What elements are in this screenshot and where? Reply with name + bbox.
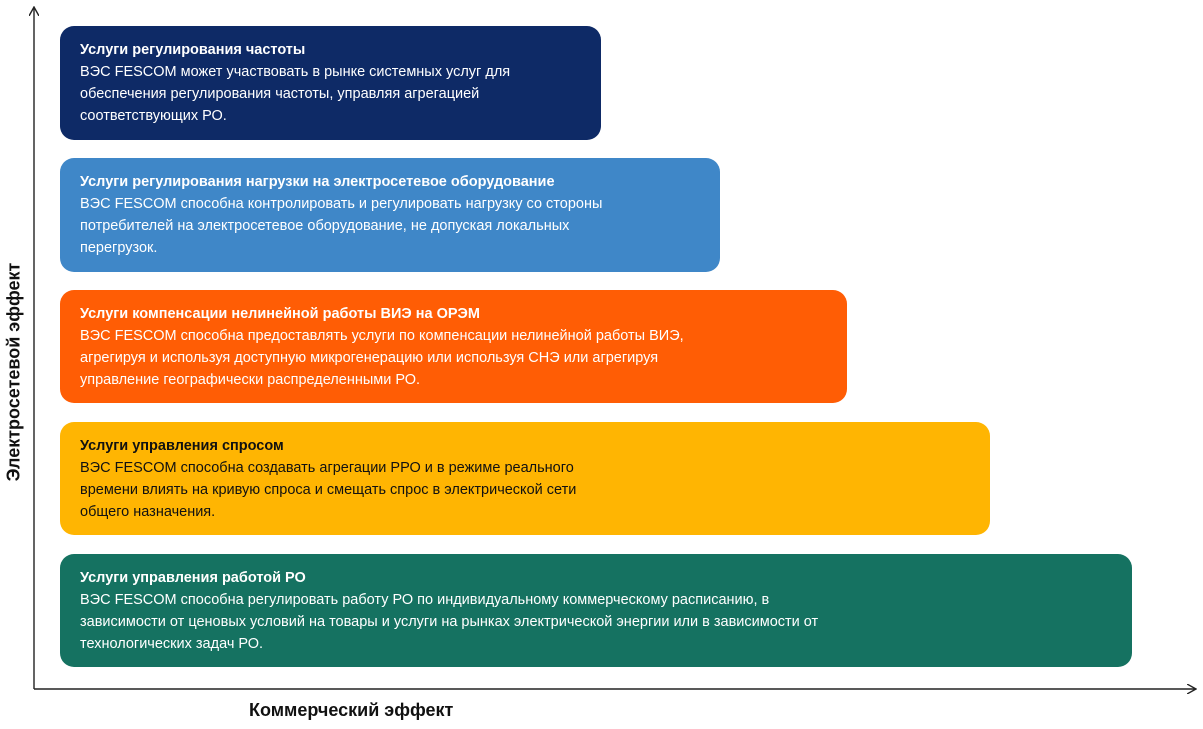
der-operation-box	[60, 554, 1132, 667]
box-description: ВЭС FESCOM способна регулировать работу РО по индивидуальному коммерческому расписанию, в зависимости от ценовых условий на товары и услуги на рынках электрической энергии или в зависимости от технологических задач РО.	[80, 592, 819, 652]
grid-load-regulation-box	[60, 158, 720, 272]
box-description: ВЭС FESCOM способна контролировать и регулировать нагрузку со стороны потребителей на электросетевое оборудование, не допуская локальных перегрузок.	[80, 196, 603, 256]
x-axis-label: Коммерческий эффект	[249, 700, 454, 720]
box-title: Услуги управления работой РО	[80, 570, 306, 586]
demand-management-box	[60, 422, 990, 535]
box-description: ВЭС FESCOM способна создавать агрегации РРО и в режиме реального времени влиять на кривую спроса и смещать спрос в электрической сети общего назначения.	[80, 460, 577, 520]
y-axis-label: Электросетевой эффект	[3, 262, 24, 482]
box-description: ВЭС FESCOM может участвовать в рынке системных услуг для обеспечения регулирования частоты, управляя агрегацией соответствующих РО.	[80, 64, 511, 124]
box-title: Услуги управления спросом	[80, 438, 284, 454]
box-title: Услуги регулирования частоты	[80, 42, 306, 58]
frequency-regulation-box	[60, 26, 601, 140]
box-description: ВЭС FESCOM способна предоставлять услуги по компенсации нелинейной работы ВИЭ, агрегируя и используя доступную микрогенерацию или используя СНЭ или агрегируя управление географически распределенными РО.	[80, 328, 684, 388]
res-compensation-box	[60, 290, 847, 403]
box-title: Услуги компенсации нелинейной работы ВИЭ на ОРЭМ	[80, 306, 480, 322]
box-title: Услуги регулирования нагрузки на электросетевое оборудование	[80, 174, 555, 190]
